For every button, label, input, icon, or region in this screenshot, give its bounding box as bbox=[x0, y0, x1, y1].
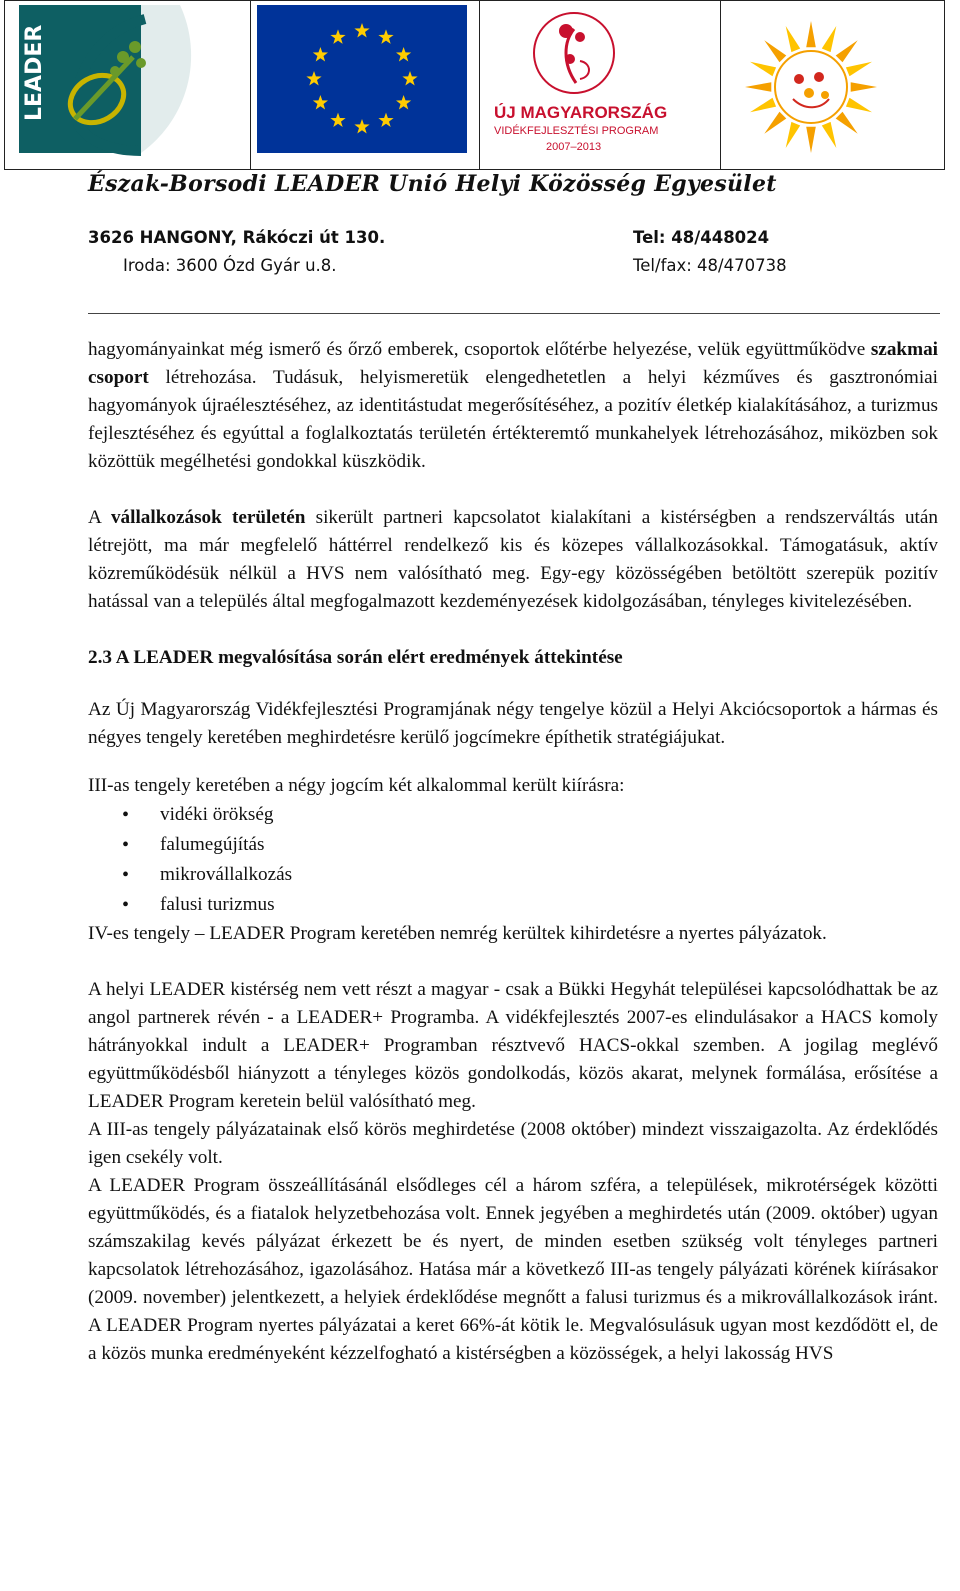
document-body bbox=[88, 336, 938, 1368]
sun-logo-icon bbox=[721, 1, 944, 169]
sun-ray-icon bbox=[764, 40, 786, 62]
leader-logo-icon bbox=[5, 1, 250, 169]
uj-magyarorszag-logo bbox=[480, 1, 721, 169]
paragraph-6: A helyi LEADER kistérség nem vett részt a magyar - csak a Bükki Hegyhát települései kapcsolódhattak be az angol partnerek révén - a LEADER+ Programba. A vidékfejlesztés 2007-es elindulásakor a HACS komoly hátrányokkal indult a LEADER+ Programban résztvevő HACS-okkal szemben. A jogilag meglévő együttműködésből hiányzott a tényleges közös gondolkodás, közös akarat, melynek formálása, erősítése a LEADER Program keretein belül valósítható meg. bbox=[88, 979, 938, 1112]
eu-flag-icon bbox=[251, 1, 479, 169]
logo-strip bbox=[4, 0, 945, 170]
sun-ray-icon bbox=[822, 26, 837, 52]
list-item: • mikrovállalkozás bbox=[88, 860, 938, 890]
sun-ray-icon bbox=[851, 82, 877, 92]
phone-number: Tel: 48/448024 bbox=[633, 228, 770, 247]
paragraph-2-text-a: A bbox=[88, 507, 111, 528]
paragraph-1-text-c: létrehozása. Tudásuk, helyismeretük elengedhetetlen a helyi kézműves és gasztronómiai hagyományok újraélesztéséhez, az identitástudat megerősítéséhez, a pozitív életkép kialakításához, a turizmus fejlesztéséhez és egyúttal a foglalkoztatás területén értékteremtő munkahelyek létrehozásához, miközben sok közöttük megélhetési gondokkal küszködik. bbox=[88, 367, 938, 472]
sun-ray-icon bbox=[786, 122, 801, 148]
sun-ray-icon bbox=[786, 26, 801, 52]
paragraph-2 bbox=[88, 504, 938, 616]
paragraph-7: A III-as tengely pályázatainak első körös meghirdetése (2008 október) mindezt visszaigazolta. Az érdeklődés igen csekély volt. bbox=[88, 1119, 938, 1168]
sun-ray-icon bbox=[806, 127, 816, 153]
uj-magyarorszag-logo-icon bbox=[480, 1, 720, 169]
address-row-2 bbox=[88, 256, 808, 275]
paragraph-4: III-as tengely keretében a négy jogcím két alkalommal került kiírásra: bbox=[88, 775, 625, 796]
uj-magyarorszag-subtitle: VIDÉKFEJLESZTÉSI PROGRAM bbox=[494, 125, 659, 137]
address-row-1 bbox=[88, 228, 808, 247]
list-item: • falumegújítás bbox=[88, 830, 938, 860]
sun-ray-icon bbox=[750, 62, 776, 76]
sun-ray-icon bbox=[836, 40, 858, 62]
header-divider bbox=[88, 313, 940, 314]
address-hangony: 3626 HANGONY, Rákóczi út 130. bbox=[88, 228, 386, 247]
sun-ray-icon bbox=[806, 21, 816, 47]
sun-ray-icon bbox=[846, 98, 872, 113]
sun-ray-icon bbox=[750, 98, 776, 113]
sun-ray-icon bbox=[846, 62, 872, 76]
sun-ray-icon bbox=[822, 122, 837, 148]
leader-logo-text: LEADER bbox=[22, 24, 47, 121]
paragraph-1-bold: szakmai csoport bbox=[88, 339, 938, 388]
sun-ray-icon bbox=[764, 112, 786, 134]
list-item: • vidéki örökség bbox=[88, 800, 938, 830]
paragraph-8: A LEADER Program összeállításánál elsődleges cél a három szféra, a települések, mikrotérségek közötti együttműködés, és a fiatalok helyzetbehozása volt. Ennek jegyében a meghirdetés után (2009. október) ugyan számszakilag kevés pályázat érkezett be és nyert, de minden esetben szükség volt tényleges partneri kapcsolatok létrehozásához, igazolásához. Hatása már a következő III-as tengely pályázati körének kiírásakor (2009. november) jelentkezett, a helyiek érdeklődése megnőtt a falusi turizmus és a mikrovállalkozások iránt. A LEADER Program nyertes pályázatai a keret 66%-át kötik le. Megvalósulásuk ugyan most kezdődött el, de a közös munka eredményeként kézzelfogható a kistérségben a közösségek, a helyi lakosság HVS bbox=[88, 1175, 938, 1364]
leader-logo bbox=[5, 1, 251, 169]
paragraph-1-text-a: hagyományainkat még ismerő és őrző emberek, csoportok előtérbe helyezése, velük együttműködve bbox=[88, 339, 871, 360]
telfax-number: Tel/fax: 48/470738 bbox=[633, 256, 787, 275]
jogcim-list bbox=[88, 800, 938, 920]
paragraph-1 bbox=[88, 336, 938, 476]
address-ozd-office: Iroda: 3600 Ózd Gyár u.8. bbox=[123, 256, 337, 275]
paragraph-2-bold: vállalkozások területén bbox=[110, 507, 306, 528]
paragraph-5: IV-es tengely – LEADER Program keretében nemrég kerültek kihirdetésre a nyertes pályázatok. bbox=[88, 923, 827, 944]
section-heading: 2.3 A LEADER megvalósítása során elért eredmények áttekintése bbox=[88, 647, 623, 668]
uj-magyarorszag-years: 2007–2013 bbox=[546, 141, 602, 153]
org-name: Észak-Borsodi LEADER Unió Helyi Közösség Egyesület bbox=[88, 171, 777, 197]
paragraph-3: Az Új Magyarország Vidékfejlesztési Programjának négy tengelye közül a Helyi Akciócsoportok a hármas és négyes tengely keretében meghirdetésre kerülő jogcímekre építhetik stratégiájukat. bbox=[88, 699, 938, 748]
paragraph-2-text-c: sikerült partneri kapcsolatot kialakítani a kistérségben a rendszerváltás után létrejött, ma már megfelelő háttérrel rendelkező kis és közepes vállalkozásokkal. Támogatásuk, aktív közreműködésük nélkül a HVS nem valósítható meg. Egy-egy közösségében betöltött szerepük pozitív hatással van a település által megfogalmazott kezdeményezések kidolgozásában, tényleges kivitelezésében. bbox=[88, 507, 938, 612]
list-item: • falusi turizmus bbox=[88, 890, 938, 920]
eu-flag bbox=[251, 1, 480, 169]
sun-logo bbox=[721, 1, 944, 169]
sun-ray-icon bbox=[836, 112, 858, 134]
sun-ray-icon bbox=[745, 82, 771, 92]
uj-magyarorszag-title: ÚJ MAGYARORSZÁG bbox=[494, 103, 668, 122]
